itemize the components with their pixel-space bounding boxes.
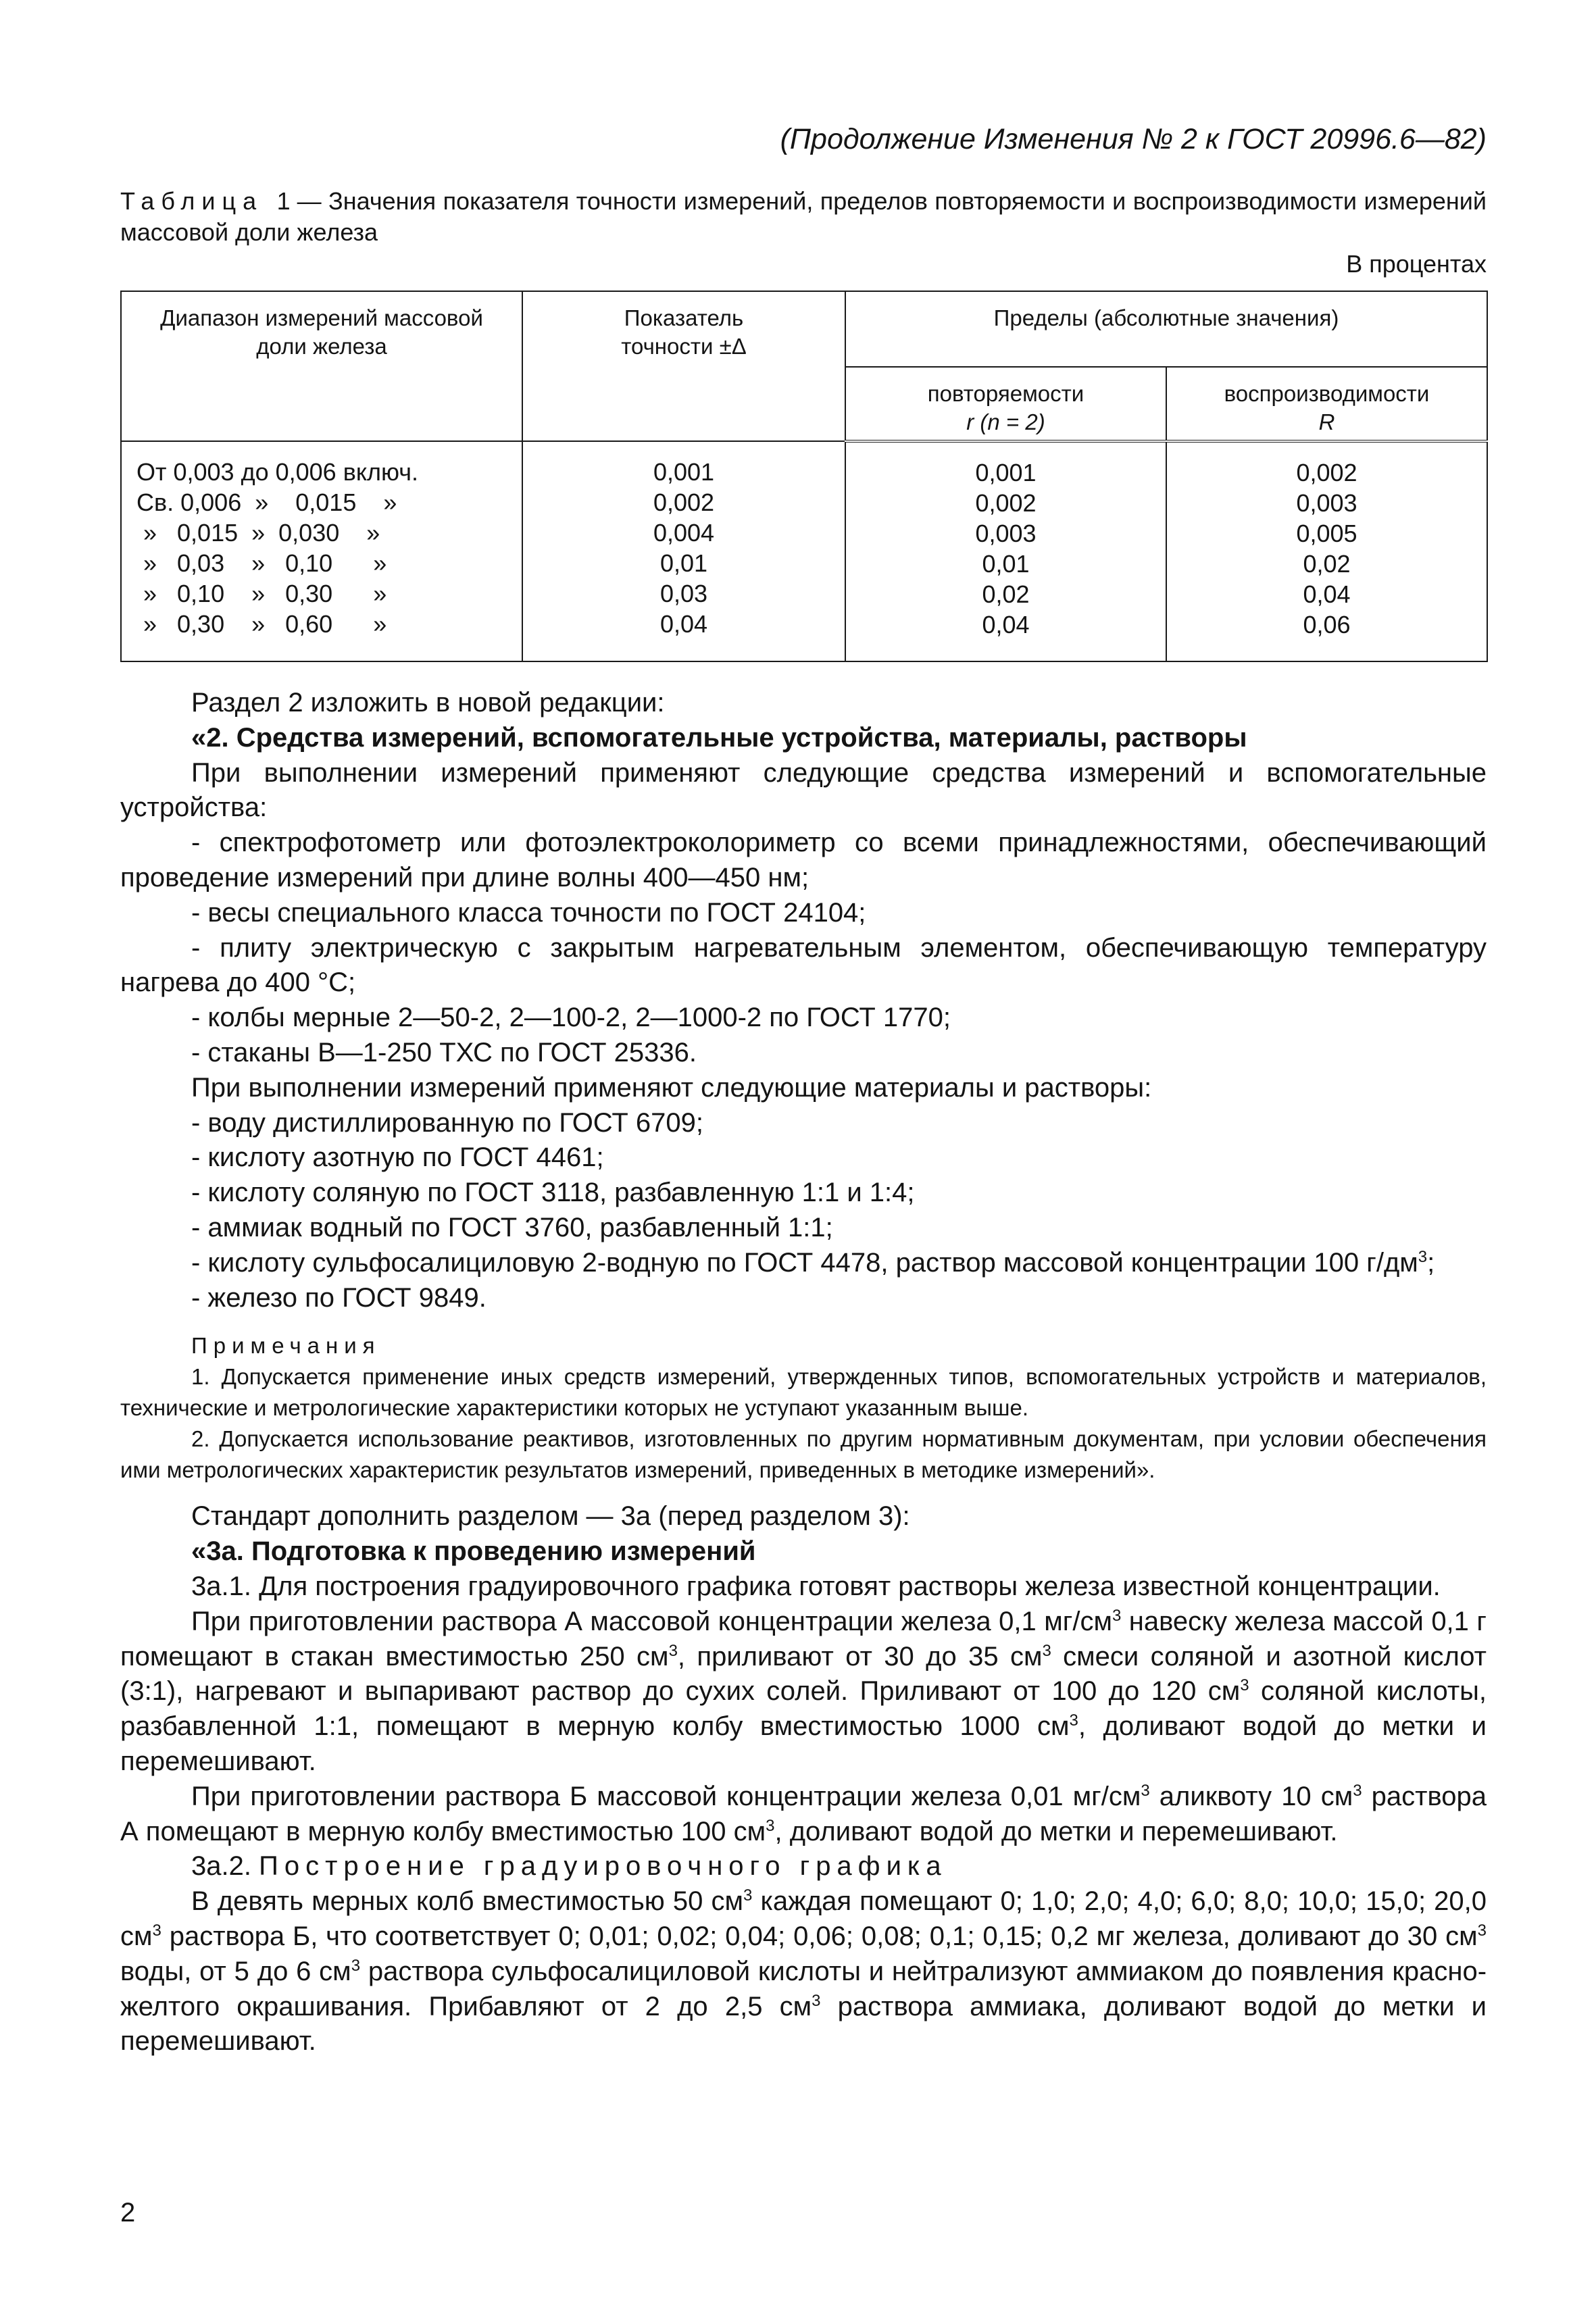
repeatability-column: [845, 441, 1166, 661]
table-caption: [120, 186, 1487, 248]
paragraph: Стандарт дополнить разделом — 3а (перед разделом 3):: [191, 1501, 910, 1532]
paragraph: При выполнении измерений применяют следующие средства измерений и вспомогательные устройства:: [120, 757, 1487, 823]
note: 1. Допускается применение иных средств измерений, утвержденных типов, вспомогательных устройств и материалов, технические и метрологические характеристики которых не уступают указанным выше.: [120, 1364, 1487, 1421]
list-item: - кислоту соляную по ГОСТ 3118, разбавленную 1:1 и 1:4;: [191, 1178, 915, 1208]
accuracy-cell: 0,04: [659, 610, 708, 638]
range-cell: Св. 0,006 » 0,015 »: [136, 488, 397, 516]
col-header-limits: Пределы (абсолютные значения): [845, 291, 1487, 367]
col-header-range: Диапазон измерений массовой доли железа: [121, 291, 522, 441]
paragraph: 3а.1. Для построения градуировочного графика готовят растворы железа известной концентрации.: [191, 1571, 1441, 1601]
col-header-repeatability: повторяемости r (n = 2): [845, 367, 1166, 441]
list-item: - колбы мерные 2—50-2, 2—100-2, 2—1000-2 по ГОСТ 1770;: [191, 1003, 951, 1033]
range-cell: » 0,03 » 0,10 »: [136, 549, 387, 577]
repeatability-cell: 0,002: [975, 489, 1037, 517]
repeatability-cell: 0,003: [975, 520, 1037, 547]
accuracy-cell: 0,004: [653, 519, 715, 547]
accuracy-cell: 0,01: [659, 549, 708, 577]
paragraph: При выполнении измерений применяют следующие материалы и растворы:: [191, 1072, 1152, 1103]
subsection-heading: 3а.2. Построение градуировочного графика: [191, 1851, 947, 1882]
accuracy-cell: 0,03: [659, 580, 708, 607]
paragraph: При приготовлении раствора Б массовой концентрации железа 0,01 $мг/см^3$ аликвоту 10 $см^3$ раствора А помещают в мерную колбу вместимостью 100 $см^3$, доливают водой до метки и перемешивают.: [120, 1781, 1487, 1846]
list-item: - спектрофотометр или фотоэлектроколориметр со всеми принадлежностями, обеспечивающий проведение измерений при длине волны 400—450 нм;: [120, 828, 1487, 892]
list-item: - стаканы В—1-250 ТХС по ГОСТ 25336.: [191, 1037, 697, 1067]
data-table: [120, 291, 1488, 662]
page-number: 2: [120, 2198, 136, 2228]
notes-title: Примечания: [191, 1333, 381, 1359]
range-column: [121, 441, 522, 661]
reproducibility-cell: 0,02: [1303, 550, 1351, 578]
list-item: - плиту электрическую с закрытым нагревательным элементом, обеспечивающую температуру нагрева до 400 °С;: [120, 932, 1487, 998]
reproducibility-cell: 0,003: [1296, 489, 1357, 517]
note: 2. Допускается использование реактивов, изготовленных по другим нормативным документам, при условии обеспечения ими метрологических характеристик результатов измерений, приведенных в методике измерений».: [120, 1426, 1487, 1483]
range-cell: » 0,10 » 0,30 »: [136, 580, 387, 607]
range-cell: » 0,30 » 0,60 »: [136, 610, 387, 638]
paragraph: В девять мерных колб вместимостью 50 $см^3$ каждая помещают 0; 1,0; 2,0; 4,0; 6,0; 8,0; 10,0; 15,0; 20,0 $см^3$ раствора Б, что соответствует 0; 0,01; 0,02; 0,04; 0,06; 0,08; 0,1; 0,15; 0,2 мг железа, доливают до 30 $см^3$ воды, от 5 до 6 $см^3$ раствора сульфосалициловой кислоты и нейтрализуют аммиаком до появления красно-желтого окрашивания. Прибавляют от 2 до 2,5 $см^3$ раствора аммиака, доливают водой до метки и перемешивают.: [120, 1886, 1487, 2057]
accuracy-cell: 0,001: [653, 458, 715, 486]
section-heading: «2. Средства измерений, вспомогательные устройства, материалы, растворы: [191, 722, 1247, 753]
list-item: - аммиак водный по ГОСТ 3760, разбавленный 1:1;: [191, 1212, 833, 1242]
accuracy-column: [522, 441, 845, 661]
col-header-accuracy: Показатель точности ±Δ: [522, 291, 845, 441]
table-caption-text: — Значения показателя точности измерений, пределов повторяемости и воспроизводимости измерений массовой доли железа: [120, 187, 1487, 246]
repeatability-cell: 0,001: [975, 459, 1037, 486]
range-cell: » 0,015 » 0,030 »: [136, 519, 380, 547]
body-text: [120, 686, 1487, 2059]
list-item: - кислоту азотную по ГОСТ 4461;: [191, 1142, 604, 1173]
reproducibility-cell: 0,06: [1303, 611, 1351, 638]
paragraph: Раздел 2 изложить в новой редакции:: [191, 688, 665, 718]
reproducibility-column: [1166, 441, 1487, 661]
reproducibility-cell: 0,002: [1296, 459, 1357, 486]
list-item: - железо по ГОСТ 9849.: [191, 1282, 487, 1313]
reproducibility-cell: 0,04: [1303, 580, 1351, 608]
range-cell: От 0,003 до 0,006 включ.: [136, 458, 418, 486]
repeatability-cell: 0,04: [982, 611, 1030, 638]
list-item: - кислоту сульфосалициловую 2-водную по ГОСТ 4478, раствор массовой концентрации 100 $г/дм^3$;: [191, 1247, 1435, 1278]
list-item: - весы специального класса точности по ГОСТ 24104;: [191, 897, 866, 928]
repeatability-cell: 0,02: [982, 580, 1030, 608]
page-header: (Продолжение Изменения № 2 к ГОСТ 20996.6—82): [780, 123, 1487, 155]
reproducibility-cell: 0,005: [1296, 520, 1357, 547]
table-caption-label: Таблица 1: [120, 187, 297, 215]
table-unit-note: В процентах: [1346, 250, 1487, 278]
paragraph: При приготовлении раствора А массовой концентрации железа 0,1 $мг/см^3$ навеску железа массой 0,1 г помещают в стакан вместимостью 250 $см^3$, приливают от 30 до 35 $см^3$ смеси соляной и азотной кислот (3:1), нагревают и выпаривают раствор до сухих солей. Приливают от 100 до 120 $см^3$ соляной кислоты, разбавленной 1:1, помещают в мерную колбу вместимостью 1000 $см^3$, доливают водой до метки и перемешивают.: [120, 1606, 1487, 1776]
section-heading: «3а. Подготовка к проведению измерений: [191, 1536, 756, 1567]
col-header-reproducibility: воспроизводимости R: [1166, 367, 1487, 441]
repeatability-cell: 0,01: [982, 550, 1030, 578]
list-item: - воду дистиллированную по ГОСТ 6709;: [191, 1107, 704, 1138]
accuracy-cell: 0,002: [653, 488, 715, 516]
